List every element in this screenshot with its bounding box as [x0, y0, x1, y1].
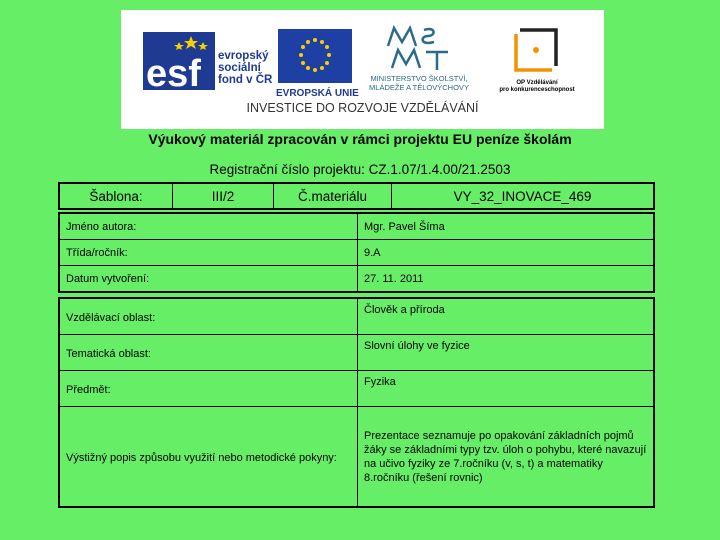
msmt-line-1: MINISTERSTVO ŠKOLSTVÍ, [370, 74, 468, 83]
eu-label: EVROPSKÁ UNIE [276, 88, 359, 99]
msmt-logo-icon [384, 24, 456, 72]
date-label: Datum vytvoření: [59, 266, 358, 293]
topic-label: Tematická oblast: [59, 335, 358, 371]
author-value: Mgr. Pavel Šíma [358, 213, 655, 240]
template-table [58, 182, 655, 210]
esf-logo-icon [143, 32, 215, 90]
esf-line-1: evropský [218, 50, 269, 62]
description-label: Výstižný popis způsobu využití nebo metodické pokyny: [59, 407, 358, 508]
class-label: Třída/ročník: [59, 240, 358, 266]
esf-line-3: fond v ČR [218, 74, 273, 86]
table-row [59, 371, 654, 407]
table-row [59, 407, 654, 508]
sablona-value: III/2 [173, 183, 274, 209]
op-logo-icon [510, 24, 562, 76]
table-row [59, 335, 654, 371]
op-line-1: OP Vzdělávání [516, 80, 558, 86]
template-row [59, 183, 654, 209]
msmt-line-2: MLÁDEŽE A TĚLOVÝCHOVY [369, 83, 469, 92]
esf-logo-text: esf [146, 53, 201, 90]
esf-line-2: sociální [218, 62, 261, 74]
material-label: Č.materiálu [274, 183, 392, 209]
logo-banner [121, 10, 604, 129]
msmt-label [357, 74, 481, 92]
table-row [59, 266, 654, 293]
class-value: 9.A [358, 240, 655, 266]
banner-footer: INVESTICE DO ROZVOJE VZDĚLÁVÁNÍ [246, 101, 479, 115]
area-value: Člověk a příroda [358, 298, 655, 335]
author-label: Jméno autora: [59, 213, 358, 240]
page-title: Výukový materiál zpracován v rámci projektu EU peníze školám [148, 131, 572, 147]
area-label: Vzdělávací oblast: [59, 298, 358, 335]
esf-text [218, 50, 272, 86]
op-line-2: pro konkurenceschopnost [499, 87, 575, 93]
table-row [59, 213, 654, 240]
subject-label: Předmět: [59, 371, 358, 407]
registration-number: Registrační číslo projektu: CZ.1.07/1.4.00/21.2503 [209, 162, 511, 177]
material-value: VY_32_INOVACE_469 [392, 183, 655, 209]
sablona-label: Šablona: [59, 183, 173, 209]
table-row [59, 298, 654, 335]
subject-value: Fyzika [358, 371, 655, 407]
info-table [58, 212, 655, 293]
topic-value: Slovní úlohy ve fyzice [358, 335, 655, 371]
date-value: 27. 11. 2011 [358, 266, 655, 293]
table-row [59, 240, 654, 266]
op-label [487, 80, 587, 94]
eu-flag-icon [278, 29, 352, 83]
description-value: Prezentace seznamuje po opakování základních pojmů žáky se základními typy tzv. úloh o pohybu, které navazují na učivo fyziky ze 7.ročníku (v, s, t) a matematiky 8.ročníku (řešení rovnic) [358, 407, 655, 508]
details-table [58, 297, 655, 508]
